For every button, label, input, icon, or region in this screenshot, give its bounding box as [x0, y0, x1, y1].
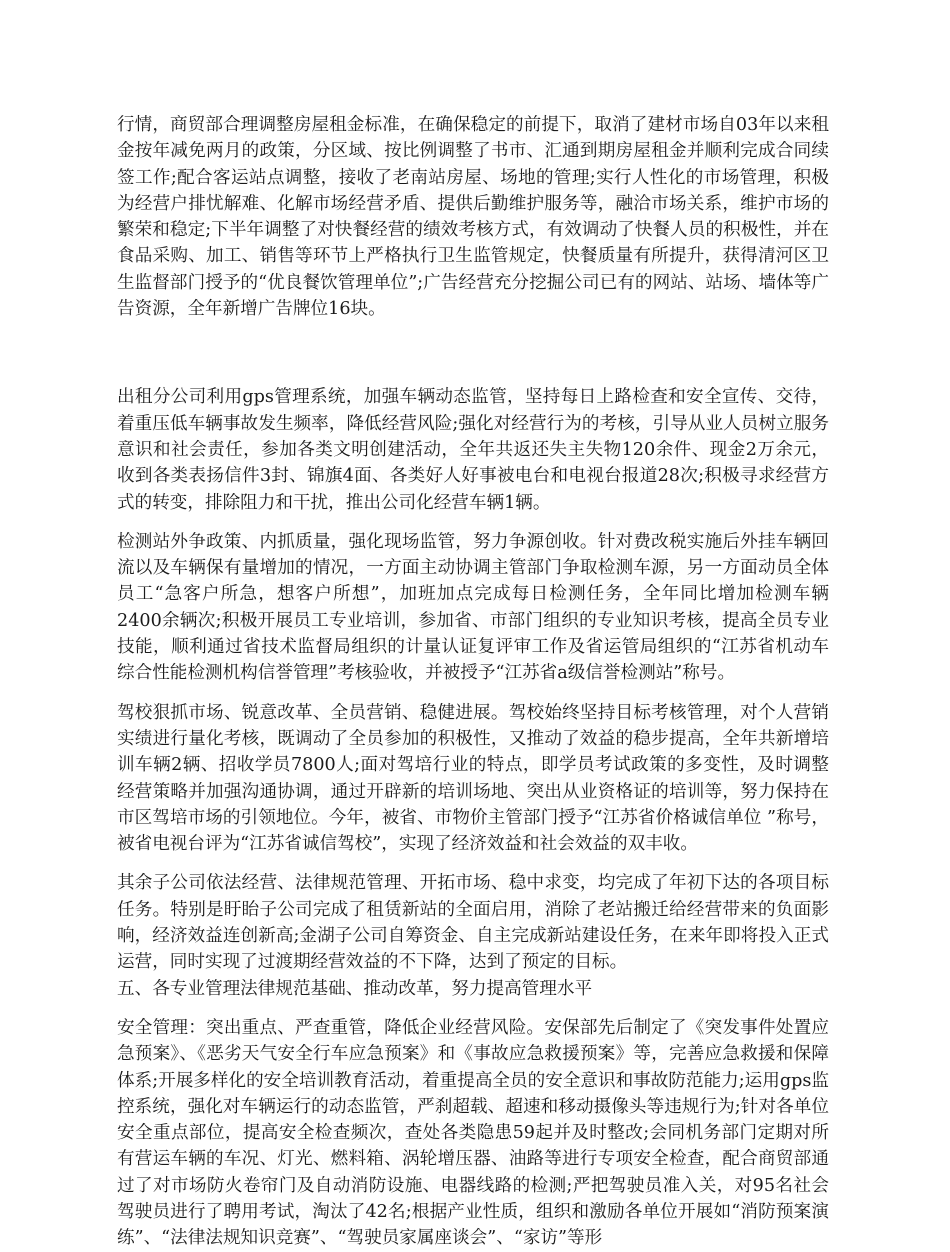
paragraph-driving-school: 驾校狠抓市场、锐意改革、全员营销、稳健进展。驾校始终坚持目标考核管理，对个人营销实绩进行量化考核，既调动了全员参加的积极性，又推动了效益的稳步提高，全年共新增培训车辆2辆、招收学员7800人;面对驾培行业的特点，即学员考试政策的多变性，及时调整经营策略并加强沟通协调，通过开辟新的培训场地、突出从业资格证的培训等，努力保持在市区驾培市场的引领地位。今年，被省、市物价主管部门授予“江苏省价格诚信单位 ”称号，被省电视台评为“江苏省诚信驾校”，实现了经济效益和社会效益的双丰收。 [117, 702, 829, 855]
paragraph-subsidiaries: 其余子公司依法经营、法律规范管理、开拓市场、稳中求变，均完成了年初下达的各项目标任务。特别是盱眙子公司完成了租赁新站的全面启用，消除了老站搬迁给经营带来的负面影响，经济效益连创新高;金湖子公司自筹资金、自主完成新站建设任务，在来年即将投入正式运营，同时实现了过渡期经营效益的不下降，达到了预定的目标。 [117, 873, 829, 973]
section-heading-five: 五、各专业管理法律规范基础、推动改革，努力提高管理水平 [117, 978, 593, 999]
paragraph-inspection-station: 检测站外争政策、内抓质量，强化现场监管，努力争源创收。针对费改税实施后外挂车辆回流以及车辆保有量增加的情况，一方面主动协调主管部门争取检测车源，另一方面动员全体员工“急客户所急，想客户所想”，加班加点完成每日检测任务，全年同比增加检测车辆2400余辆次;积极开展员工专业培训，参加省、市部门组织的专业知识考核，提高全员专业技能，顺利通过省技术监督局组织的计量认证复评审工作及省运管局组织的“江苏省机动车综合性能检测机构信誉管理”考核验收，并被授予“江苏省a级信誉检测站”称号。 [117, 531, 829, 684]
paragraph-safety-management: 安全管理：突出重点、严查重管，降低企业经营风险。安保部先后制定了《突发事件处置应急预案》、《恶劣天气安全行车应急预案》和《事故应急救援预案》等，完善应急救援和保障体系;开展多样化的安全培训教育活动，着重提高全员的安全意识和事故防范能力;运用gps监控系统，强化对车辆运行的动态监管，严刹超载、超速和移动摄像头等违规行为;针对各单位安全重点部位，提高安全检查频次，查处各类隐患59起并及时整改;会同机务部门定期对所有营运车辆的车况、灯光、燃料箱、涡轮增压器、油路等进行专项安全检查，配合商贸部通过了对市场防火卷帘门及自动消防设施、电器线路的检测;严把驾驶员准入关，对95名社会驾驶员进行了聘用考试，淘汰了42名;根据产业性质，组织和激励各单位开展如“消防预案演练”、“法律法规知识竞赛”、“驾驶员家属座谈会”、“家访”等形 [117, 1017, 829, 1249]
paragraph-taxi: 出租分公司利用gps管理系统，加强车辆动态监管，坚持每日上路检查和安全宣传、交待，着重压低车辆事故发生频率，降低经营风险;强化对经营行为的考核，引导从业人员树立服务意识和社会责任，参加各类文明创建活动，全年共返还失主失物120余件、现金2万余元，收到各类表扬信件3封、锦旗4面、各类好人好事被电台和电视台报道28次;积极寻求经营方式的转变，排除阻力和干扰，推出公司化经营车辆1辆。 [117, 387, 829, 513]
paragraph-commerce: 行情，商贸部合理调整房屋租金标准，在确保稳定的前提下，取消了建材市场自03年以来租金按年减免两月的政策，分区域、按比例调整了书市、汇通到期房屋租金并顺利完成合同续签工作;配合客运站点调整，接收了老南站房屋、场地的管理;实行人性化的市场管理，积极为经营户排忧解难、化解市场经营矛盾、提供后勤维护服务等，融洽市场关系，维护市场的繁荣和稳定;下半年调整了对快餐经营的绩效考核方式，有效调动了快餐人员的积极性，并在食品采购、加工、销售等环节上严格执行卫生监管规定，快餐质量有所提升，获得清河区卫生监督部门授予的“优良餐饮管理单位”;广告经营充分挖掘公司已有的网站、站场、墙体等广告资源，全年新增广告牌位16块。 [117, 115, 829, 320]
document-page [117, 112, 829, 1252]
